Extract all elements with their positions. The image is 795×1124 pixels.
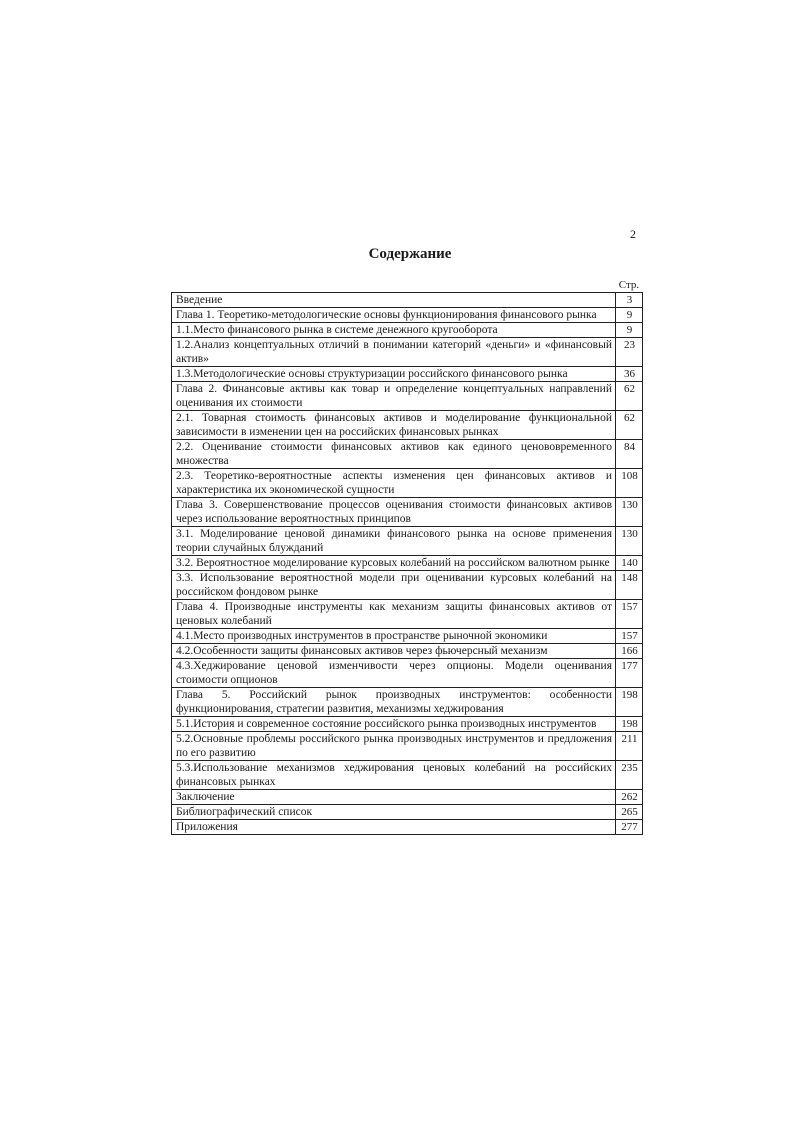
- toc-row: [172, 644, 643, 659]
- toc-row: [172, 498, 643, 527]
- toc-entry-title: Заключение: [172, 790, 616, 805]
- toc-entry-title: Глава 3. Совершенствование процессов оценивания стоимости финансовых активов через использование вероятностных принципов: [172, 498, 616, 527]
- toc-entry-page: 265: [616, 805, 643, 820]
- page-column-label: Стр.: [618, 279, 640, 291]
- toc-entry-page: 166: [616, 644, 643, 659]
- toc-entry-page: 211: [616, 732, 643, 761]
- toc-row: [172, 761, 643, 790]
- toc-row: [172, 411, 643, 440]
- toc-row: [172, 469, 643, 498]
- toc-row: [172, 367, 643, 382]
- toc-entry-title: 4.3.Хеджирование ценовой изменчивости через опционы. Модели оценивания стоимости опционов: [172, 659, 616, 688]
- toc-entry-title: 2.3. Теоретико-вероятностные аспекты изменения цен финансовых активов и характеристика их экономической сущности: [172, 469, 616, 498]
- toc-entry-title: Приложения: [172, 820, 616, 835]
- toc-row: [172, 293, 643, 308]
- toc-entry-title: 2.1. Товарная стоимость финансовых активов и моделирование функциональной зависимости в изменении цен на российских финансовых рынках: [172, 411, 616, 440]
- toc-entry-page: 130: [616, 498, 643, 527]
- toc-row: [172, 688, 643, 717]
- toc-row: [172, 790, 643, 805]
- toc-entry-page: 198: [616, 688, 643, 717]
- toc-entry-page: 140: [616, 556, 643, 571]
- toc-row: [172, 556, 643, 571]
- toc-row: [172, 659, 643, 688]
- toc-entry-title: 3.3. Использование вероятностной модели при оценивании курсовых колебаний на российском фондовом рынке: [172, 571, 616, 600]
- toc-row: [172, 820, 643, 835]
- toc-entry-page: 235: [616, 761, 643, 790]
- toc-entry-title: 1.1.Место финансового рынка в системе денежного кругооборота: [172, 323, 616, 338]
- toc-entry-page: 9: [616, 323, 643, 338]
- toc-entry-title: Глава 2. Финансовые активы как товар и определение концептуальных направлений оценивания их стоимости: [172, 382, 616, 411]
- page-number: 2: [630, 227, 636, 241]
- toc-entry-title: 2.2. Оценивание стоимости финансовых активов как единого ценововременного множества: [172, 440, 616, 469]
- toc-entry-page: 177: [616, 659, 643, 688]
- toc-row: [172, 323, 643, 338]
- toc-row: [172, 527, 643, 556]
- toc-row: [172, 629, 643, 644]
- toc-entry-page: 198: [616, 717, 643, 732]
- toc-entry-title: 5.2.Основные проблемы российского рынка производных инструментов и предложения по его развитию: [172, 732, 616, 761]
- toc-entry-title: Глава 4. Производные инструменты как механизм защиты финансовых активов от ценовых колебаний: [172, 600, 616, 629]
- toc-entry-title: 4.1.Место производных инструментов в пространстве рыночной экономики: [172, 629, 616, 644]
- toc-entry-title: 4.2.Особенности защиты финансовых активов через фьючерсный механизм: [172, 644, 616, 659]
- toc-entry-page: 84: [616, 440, 643, 469]
- toc-entry-title: 1.2.Анализ концептуальных отличий в понимании категорий «деньги» и «финансовый актив»: [172, 338, 616, 367]
- toc-entry-page: 157: [616, 600, 643, 629]
- toc-entry-page: 3: [616, 293, 643, 308]
- toc-entry-title: 3.1. Моделирование ценовой динамики финансового рынка на основе применения теории случайных блужданий: [172, 527, 616, 556]
- page-title: Содержание: [368, 246, 452, 262]
- toc-entry-page: 262: [616, 790, 643, 805]
- toc-row: [172, 805, 643, 820]
- toc-row: [172, 571, 643, 600]
- toc-entry-page: 9: [616, 308, 643, 323]
- toc-row: [172, 717, 643, 732]
- toc-row: [172, 732, 643, 761]
- toc-row: [172, 382, 643, 411]
- toc-entry-title: 1.3.Методологические основы структуризации российского финансового рынка: [172, 367, 616, 382]
- toc-entry-title: 5.1.История и современное состояние российского рынка производных инструментов: [172, 717, 616, 732]
- toc-row: [172, 440, 643, 469]
- toc-entry-page: 108: [616, 469, 643, 498]
- toc-row: [172, 600, 643, 629]
- toc-entry-title: Глава 5. Российский рынок производных инструментов: особенности функционирования, стратегии развития, механизмы хеджирования: [172, 688, 616, 717]
- toc-entry-page: 157: [616, 629, 643, 644]
- toc-entry-title: 3.2. Вероятностное моделирование курсовых колебаний на российском валютном рынке: [172, 556, 616, 571]
- toc-row: [172, 338, 643, 367]
- toc-entry-title: Глава 1. Теоретико-методологические основы функционирования финансового рынка: [172, 308, 616, 323]
- toc-entry-title: Введение: [172, 293, 616, 308]
- toc-entry-page: 62: [616, 411, 643, 440]
- toc-entry-title: Библиографический список: [172, 805, 616, 820]
- table-of-contents: [171, 292, 643, 835]
- toc-entry-page: 23: [616, 338, 643, 367]
- toc-entry-page: 148: [616, 571, 643, 600]
- toc-row: [172, 308, 643, 323]
- toc-entry-title: 5.3.Использование механизмов хеджирования ценовых колебаний на российских финансовых рынках: [172, 761, 616, 790]
- toc-entry-page: 277: [616, 820, 643, 835]
- toc-entry-page: 62: [616, 382, 643, 411]
- toc-entry-page: 36: [616, 367, 643, 382]
- toc-entry-page: 130: [616, 527, 643, 556]
